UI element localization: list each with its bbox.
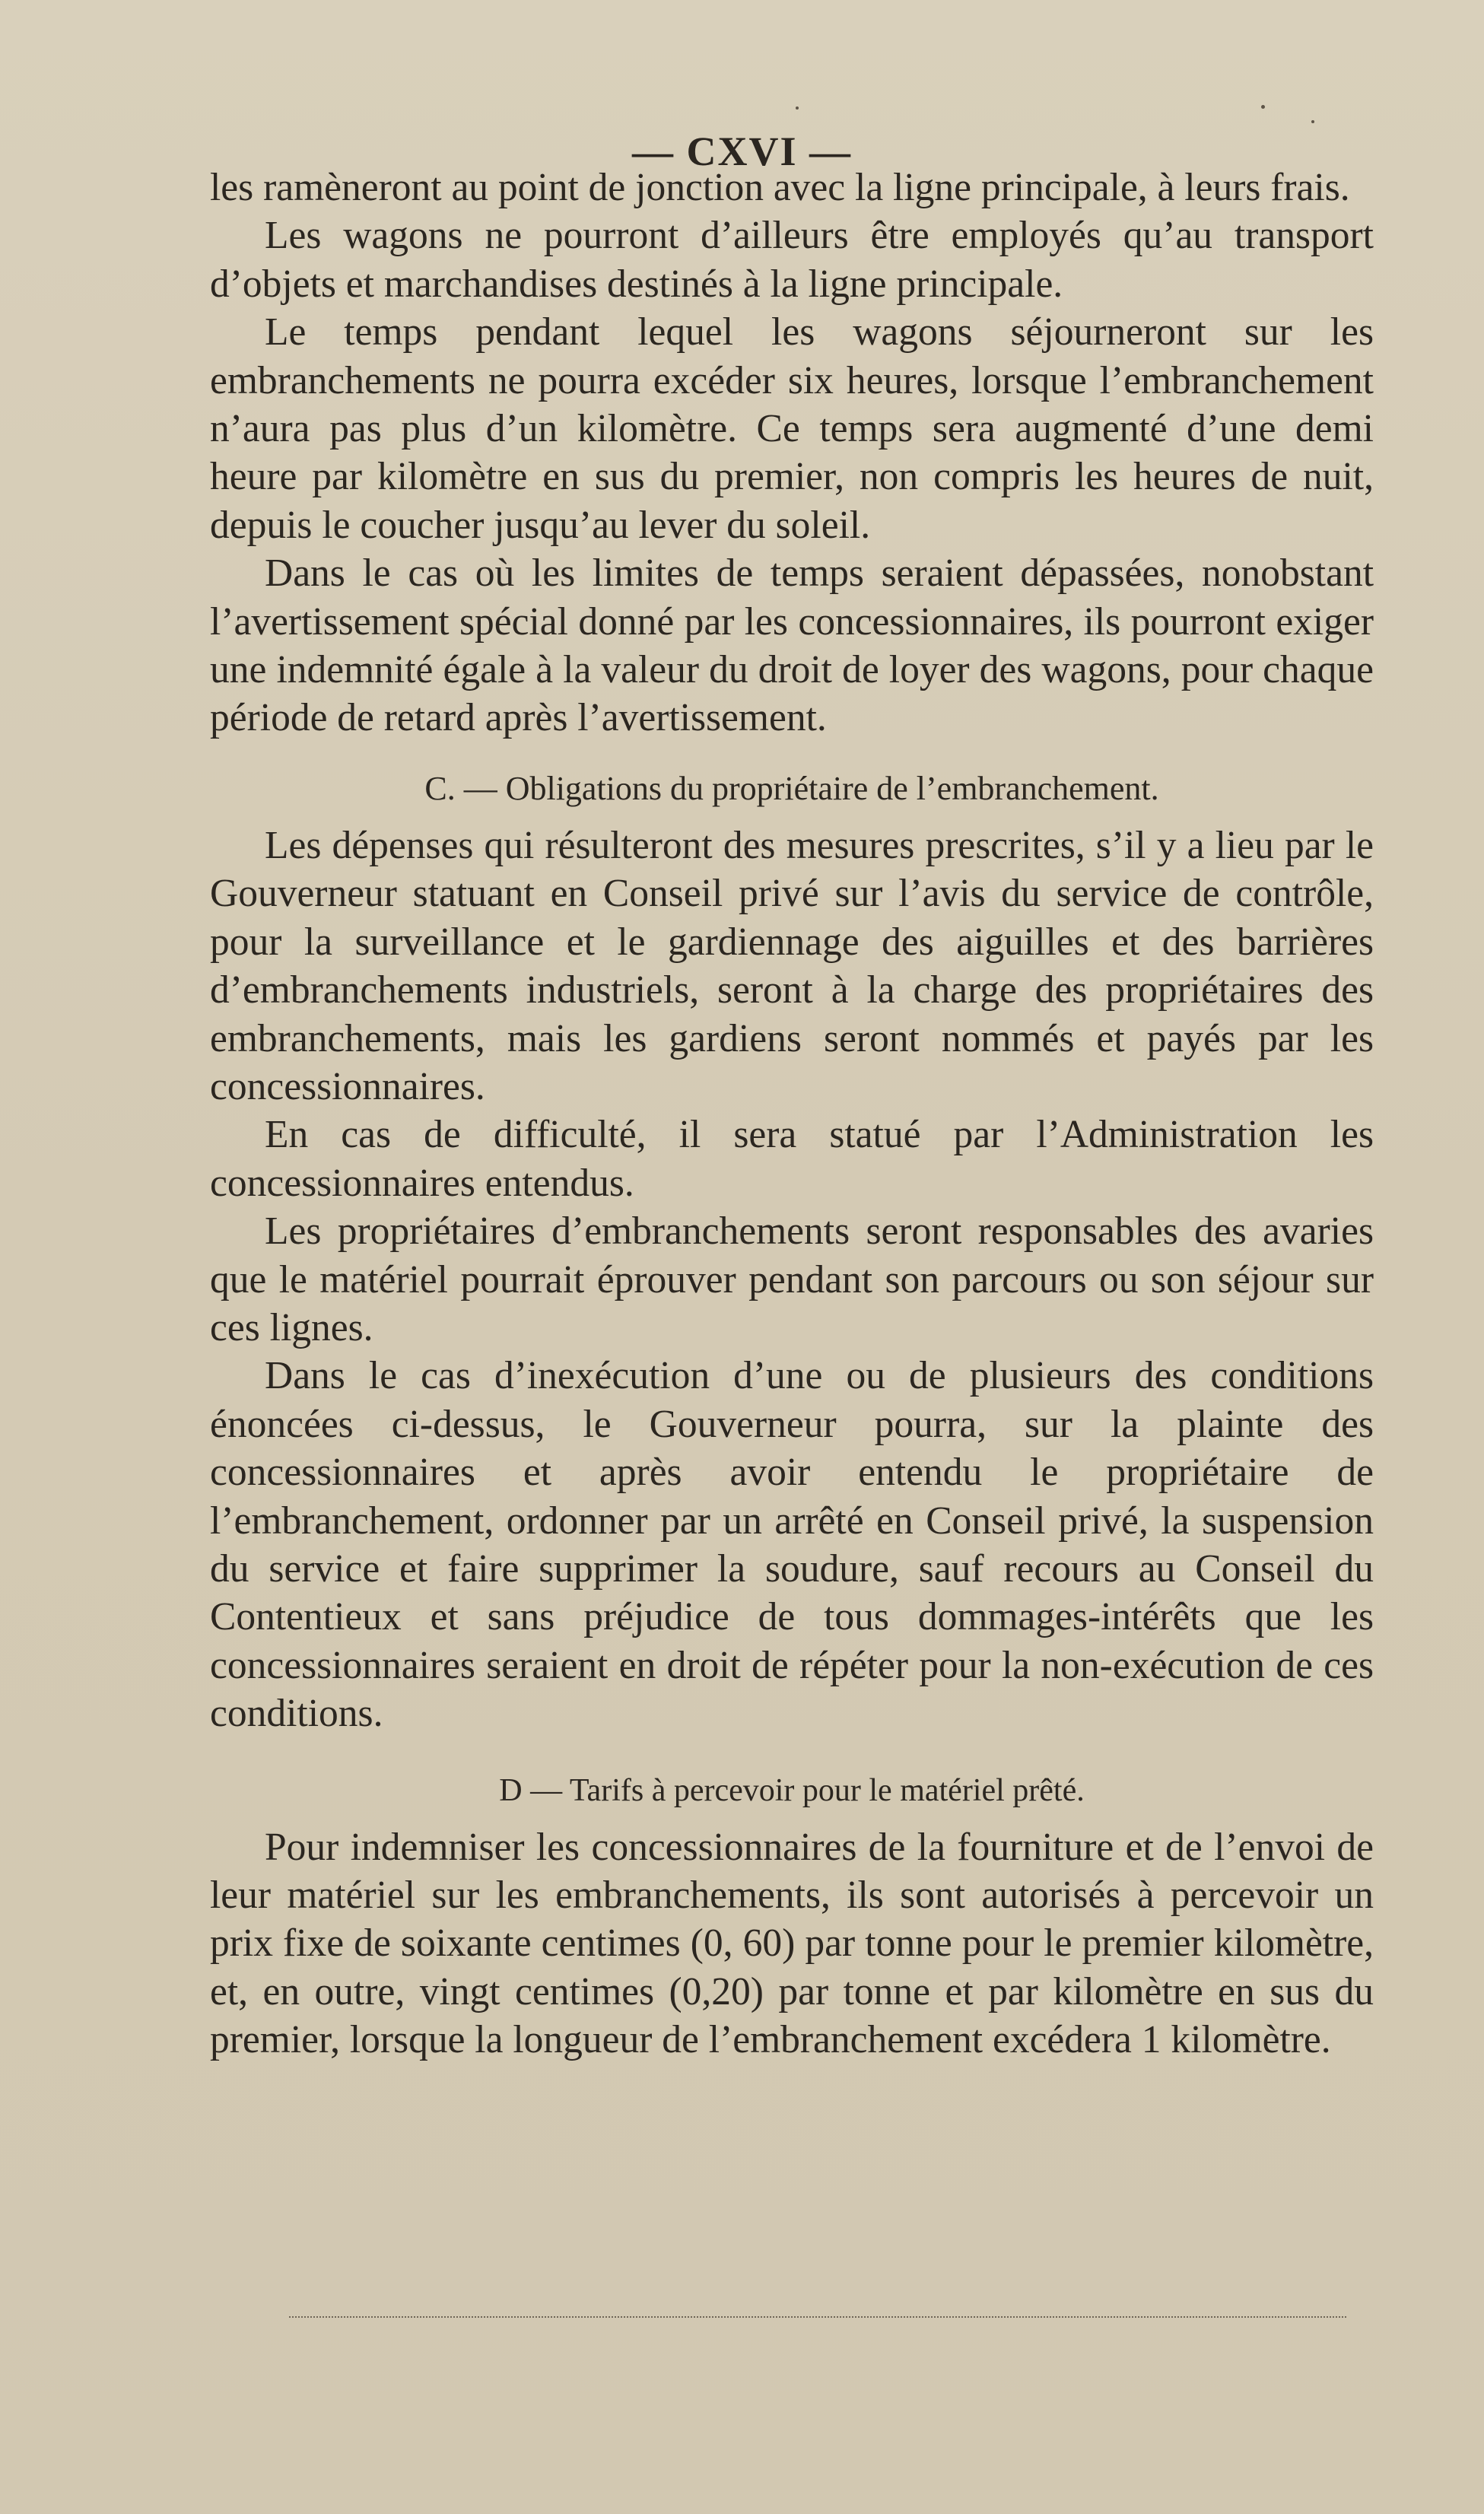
paragraph: En cas de difficulté, il sera statué par l’Administration les concessionnaires entendus. xyxy=(210,1113,1374,1205)
paragraph: Dans le cas où les limites de temps seraient dépassées, nonobstant l’avertissement spécial donné par les concessionnaires, ils pourront exiger une indemnité égale à la valeur du droit de loyer des wagons, pour chaque période de retard après l’avertissement. xyxy=(210,551,1374,740)
paragraph: Les dépenses qui résulteront des mesures prescrites, s’il y a lieu par le Gouverneur statuant en Conseil privé sur l’avis du service de contrôle, pour la surveillance et le gardiennage des aiguilles et des barrières d’embranchements industriels, seront à la charge des propriétaires des embranchements, mais les gardiens seront nommés et payés par les concessionnaires. xyxy=(210,823,1374,1108)
ink-speck xyxy=(1311,120,1314,123)
paragraph: Le temps pendant lequel les wagons séjourneront sur les embranchements ne pourra excéder six heures, lorsque l’embranchement n’aura pas plus d’un kilomètre. Ce temps sera augmenté d’une demi heure par kilomètre en sus du premier, non compris les heures de nuit, depuis le coucher jusqu’au lever du soleil. xyxy=(210,310,1374,547)
paragraph: Les wagons ne pourront d’ailleurs être employés qu’au transport d’objets et marchandises destinés à la ligne principale. xyxy=(210,214,1374,306)
paragraph: les ramèneront au point de jonction avec la ligne principale, à leurs frais. xyxy=(210,166,1350,209)
ink-speck xyxy=(796,106,799,110)
page-number-header: — CXVI — xyxy=(631,129,852,174)
section-heading-d: D — Tarifs à percevoir pour le matériel prêté. xyxy=(499,1772,1085,1808)
paragraph: Pour indemniser les concessionnaires de la fourniture et de l’envoi de leur matériel sur les embranchements, ils sont autorisés à percevoir un prix fixe de soixante centimes (0, 60) par tonne pour le premier kilomètre, et, en outre, vingt centimes (0,20) par tonne et par kilomètre en sus du premier, lorsque la longueur de l’embranchement excédera 1 kilomètre. xyxy=(210,1825,1374,2062)
paragraph: Dans le cas d’inexécution d’une ou de plusieurs des conditions énoncées ci-dessus, le Gouverneur pourra, sur la plainte des concessionnaires et après avoir entendu le propriétaire de l’embranchement, ordonner par un arrêté en Conseil privé, la suspension du service et faire supprimer la soudure, sauf recours au Conseil du Contentieux et sans préjudice de tous dommages-intérêts que les concessionnaires seraient en droit de répéter pour la non-exécution de ces conditions. xyxy=(210,1354,1374,1736)
section-heading-c: C. — Obligations du propriétaire de l’embranchement. xyxy=(424,769,1159,807)
paragraph: Les propriétaires d’embranchements seront responsables des avaries que le matériel pourrait éprouver pendant son parcours ou son séjour sur ces lignes. xyxy=(210,1209,1374,1349)
ink-speck xyxy=(1261,105,1265,109)
body-text xyxy=(210,164,1374,2064)
bottom-dotted-rule xyxy=(289,2316,1346,2318)
